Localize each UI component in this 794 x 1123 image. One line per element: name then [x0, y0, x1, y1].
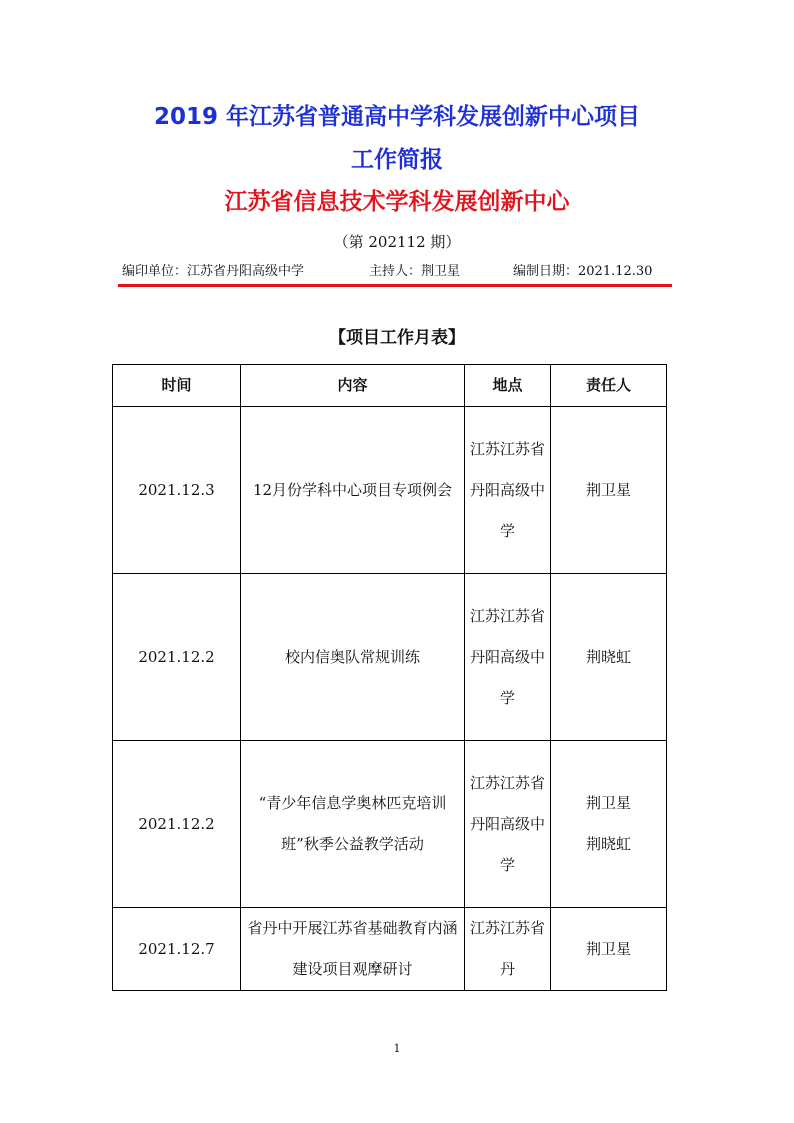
cell-person: 荆晓虹 [551, 574, 667, 741]
monthly-work-table [112, 364, 667, 991]
editor-unit: 编印单位：江苏省丹阳高级中学 [122, 264, 305, 279]
column-header-content: 内容 [241, 365, 465, 407]
report-title-line2: 工作简报 [351, 147, 443, 173]
compile-date: 编制日期：2021.12.30 [513, 264, 653, 279]
table-row [113, 407, 667, 574]
cell-place-text: 江苏江苏省丹阳高级中学 [469, 606, 545, 707]
cell-content: 12月份学科中心项目专项例会 [241, 407, 465, 574]
cell-date: 2021.12.2 [113, 574, 241, 741]
cell-person: 荆卫星 [551, 407, 667, 574]
cell-place [465, 574, 551, 741]
cell-date: 2021.12.3 [113, 407, 241, 574]
issue-number: （第 202112 期） [333, 233, 461, 251]
column-header-place: 地点 [465, 365, 551, 407]
cell-content: “青少年信息学奥林匹克培训班”秋季公益教学活动 [241, 741, 465, 908]
table-row [113, 574, 667, 741]
cell-place-text: 江苏江苏省丹阳高级中学 [469, 439, 545, 540]
cell-content: 校内信奥队常规训练 [241, 574, 465, 741]
section-title: 【项目工作月表】 [329, 328, 465, 348]
cell-place-text: 江苏江苏省丹阳高级中学 [469, 773, 545, 874]
cell-date: 2021.12.2 [113, 741, 241, 908]
table-header-row [113, 365, 667, 407]
cell-content: 省丹中开展江苏省基础教育内涵建设项目观摩研讨 [241, 908, 465, 991]
host: 主持人：荆卫星 [369, 264, 461, 279]
cell-place [465, 407, 551, 574]
red-rule [118, 284, 672, 287]
cell-place [465, 908, 551, 991]
cell-place-text: 江苏江苏省丹 [469, 919, 545, 978]
report-title-line3: 江苏省信息技术学科发展创新中心 [224, 189, 570, 215]
column-header-time: 时间 [113, 365, 241, 407]
table-row [113, 908, 667, 991]
cell-person: 荆卫星 荆晓虹 [551, 741, 667, 908]
column-header-person: 责任人 [551, 365, 667, 407]
page-number: 1 [393, 1042, 401, 1055]
cell-date: 2021.12.7 [113, 908, 241, 991]
cell-person: 荆卫星 [551, 908, 667, 991]
report-title-line1: 2019 年江苏省普通高中学科发展创新中心项目 [153, 104, 641, 130]
table-row [113, 741, 667, 908]
cell-place [465, 741, 551, 908]
